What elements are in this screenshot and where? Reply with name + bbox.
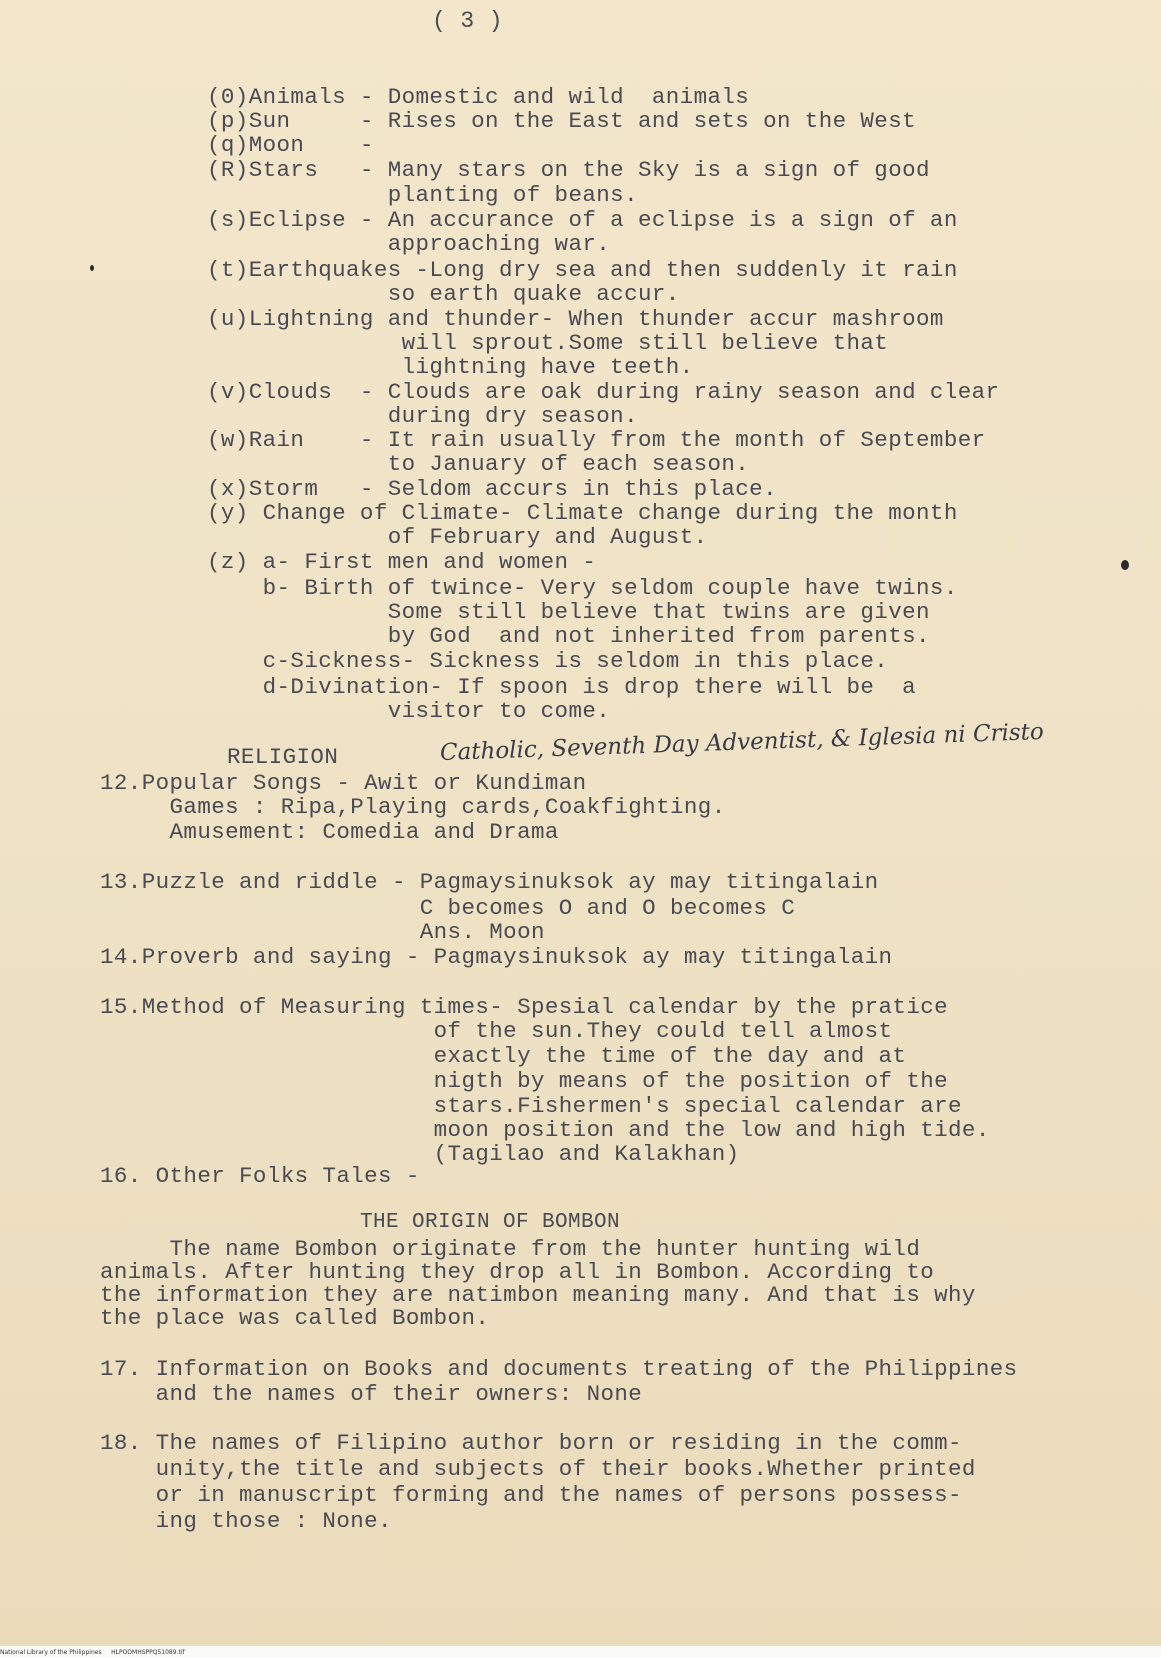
line-lightning: (u)Lightning and thunder- When thunder accur mashroom (207, 306, 944, 332)
item-12: 12.Popular Songs - Awit or Kundiman (100, 770, 587, 796)
line-earthquakes: (t)Earthquakes -Long dry sea and then suddenly it rain (207, 257, 958, 283)
line-divination: d-Divination- If spoon is drop there will be a (207, 674, 917, 700)
ink-speck (90, 265, 94, 271)
item-13-answer: Ans. Moon (100, 919, 545, 945)
origin-para-2: animals. After hunting they drop all in Bombon. According to (100, 1259, 935, 1285)
origin-title: THE ORIGIN OF BOMBON (360, 1211, 621, 1234)
line-eclipse: (s)Eclipse - An accurance of a eclipse is a sign of an (207, 207, 958, 233)
line-stars: (R)Stars - Many stars on the Sky is a sign of good (207, 157, 930, 183)
origin-para-3: the information they are natimbon meaning many. And that is why (100, 1282, 976, 1308)
item-15-cont3: nigth by means of the position of the (100, 1068, 949, 1094)
line-climate-cont: of February and August. (207, 524, 708, 550)
item-17-cont: and the names of their owners: None (100, 1381, 643, 1407)
item-12-amusement: Amusement: Comedia and Drama (100, 819, 559, 845)
item-17: 17. Information on Books and documents treating of the Philippines (100, 1356, 1018, 1382)
line-earthquakes-cont: so earth quake accur. (207, 281, 680, 307)
item-18-cont3: ing those : None. (100, 1508, 392, 1534)
item-15-cont6: (Tagilao and Kalakhan) (100, 1141, 740, 1167)
line-climate: (y) Change of Climate- Climate change during the month (207, 500, 958, 526)
item-15-cont1: of the sun.They could tell almost (100, 1018, 893, 1044)
line-moon: (q)Moon - (207, 132, 374, 158)
item-18: 18. The names of Filipino author born or residing in the comm- (100, 1430, 962, 1456)
item-15: 15.Method of Measuring times- Spesial calendar by the pratice (100, 994, 949, 1020)
line-sickness: c-Sickness- Sickness is seldom in this place. (207, 648, 889, 674)
item-15-cont2: exactly the time of the day and at (100, 1043, 907, 1069)
religion-heading: RELIGION (227, 744, 339, 770)
line-rain: (w)Rain - It rain usually from the month of September (207, 427, 986, 453)
line-clouds: (v)Clouds - Clouds are oak during rainy season and clear (207, 379, 1000, 405)
line-twins-cont2: by God and not inherited from parents. (207, 623, 930, 649)
line-twins-cont1: Some still believe that twins are given (207, 599, 930, 625)
line-lightning-cont1: will sprout.Some still believe that (207, 330, 889, 356)
line-divination-cont: visitor to come. (207, 698, 611, 724)
item-18-cont2: or in manuscript forming and the names of persons possess- (100, 1482, 962, 1508)
ink-spot (1121, 560, 1129, 570)
item-15-cont4: stars.Fishermen's special calendar are (100, 1093, 962, 1119)
scan-footer: National Library of the Philippines HLPOOMHSPPQ51089.tif (0, 1649, 185, 1656)
item-13: 13.Puzzle and riddle - Pagmaysinuksok ay may titingalain (100, 869, 879, 895)
line-sun: (p)Sun - Rises on the East and sets on the West (207, 108, 917, 134)
line-animals: (0)Animals - Domestic and wild animals (207, 84, 750, 110)
line-first-men: (z) a- First men and women - (207, 549, 597, 575)
item-18-cont1: unity,the title and subjects of their books.Whether printed (100, 1456, 976, 1482)
line-rain-cont: to January of each season. (207, 451, 750, 477)
line-eclipse-cont: approaching war. (207, 231, 611, 257)
item-15-cont5: moon position and the low and high tide. (100, 1117, 990, 1143)
line-stars-cont: planting of beans. (207, 182, 638, 208)
line-storm: (x)Storm - Seldom accurs in this place. (207, 476, 777, 502)
origin-para-4: the place was called Bombon. (100, 1305, 490, 1331)
line-lightning-cont2: lightning have teeth. (207, 354, 694, 380)
item-14: 14.Proverb and saying - Pagmaysinuksok ay may titingalain (100, 944, 893, 970)
religion-handwriting: Catholic, Seventh Day Adventist, & Iglesia ni Cristo (439, 718, 1045, 766)
item-16: 16. Other Folks Tales - (100, 1163, 420, 1189)
page-number: ( 3 ) (432, 8, 504, 34)
item-12-games: Games : Ripa,Playing cards,Coakfighting. (100, 794, 726, 820)
line-clouds-cont: during dry season. (207, 403, 638, 429)
line-twins: b- Birth of twince- Very seldom couple have twins. (207, 575, 958, 601)
origin-para-1: The name Bombon originate from the hunter hunting wild (100, 1236, 921, 1262)
item-13-riddle: C becomes O and O becomes C (100, 895, 796, 921)
